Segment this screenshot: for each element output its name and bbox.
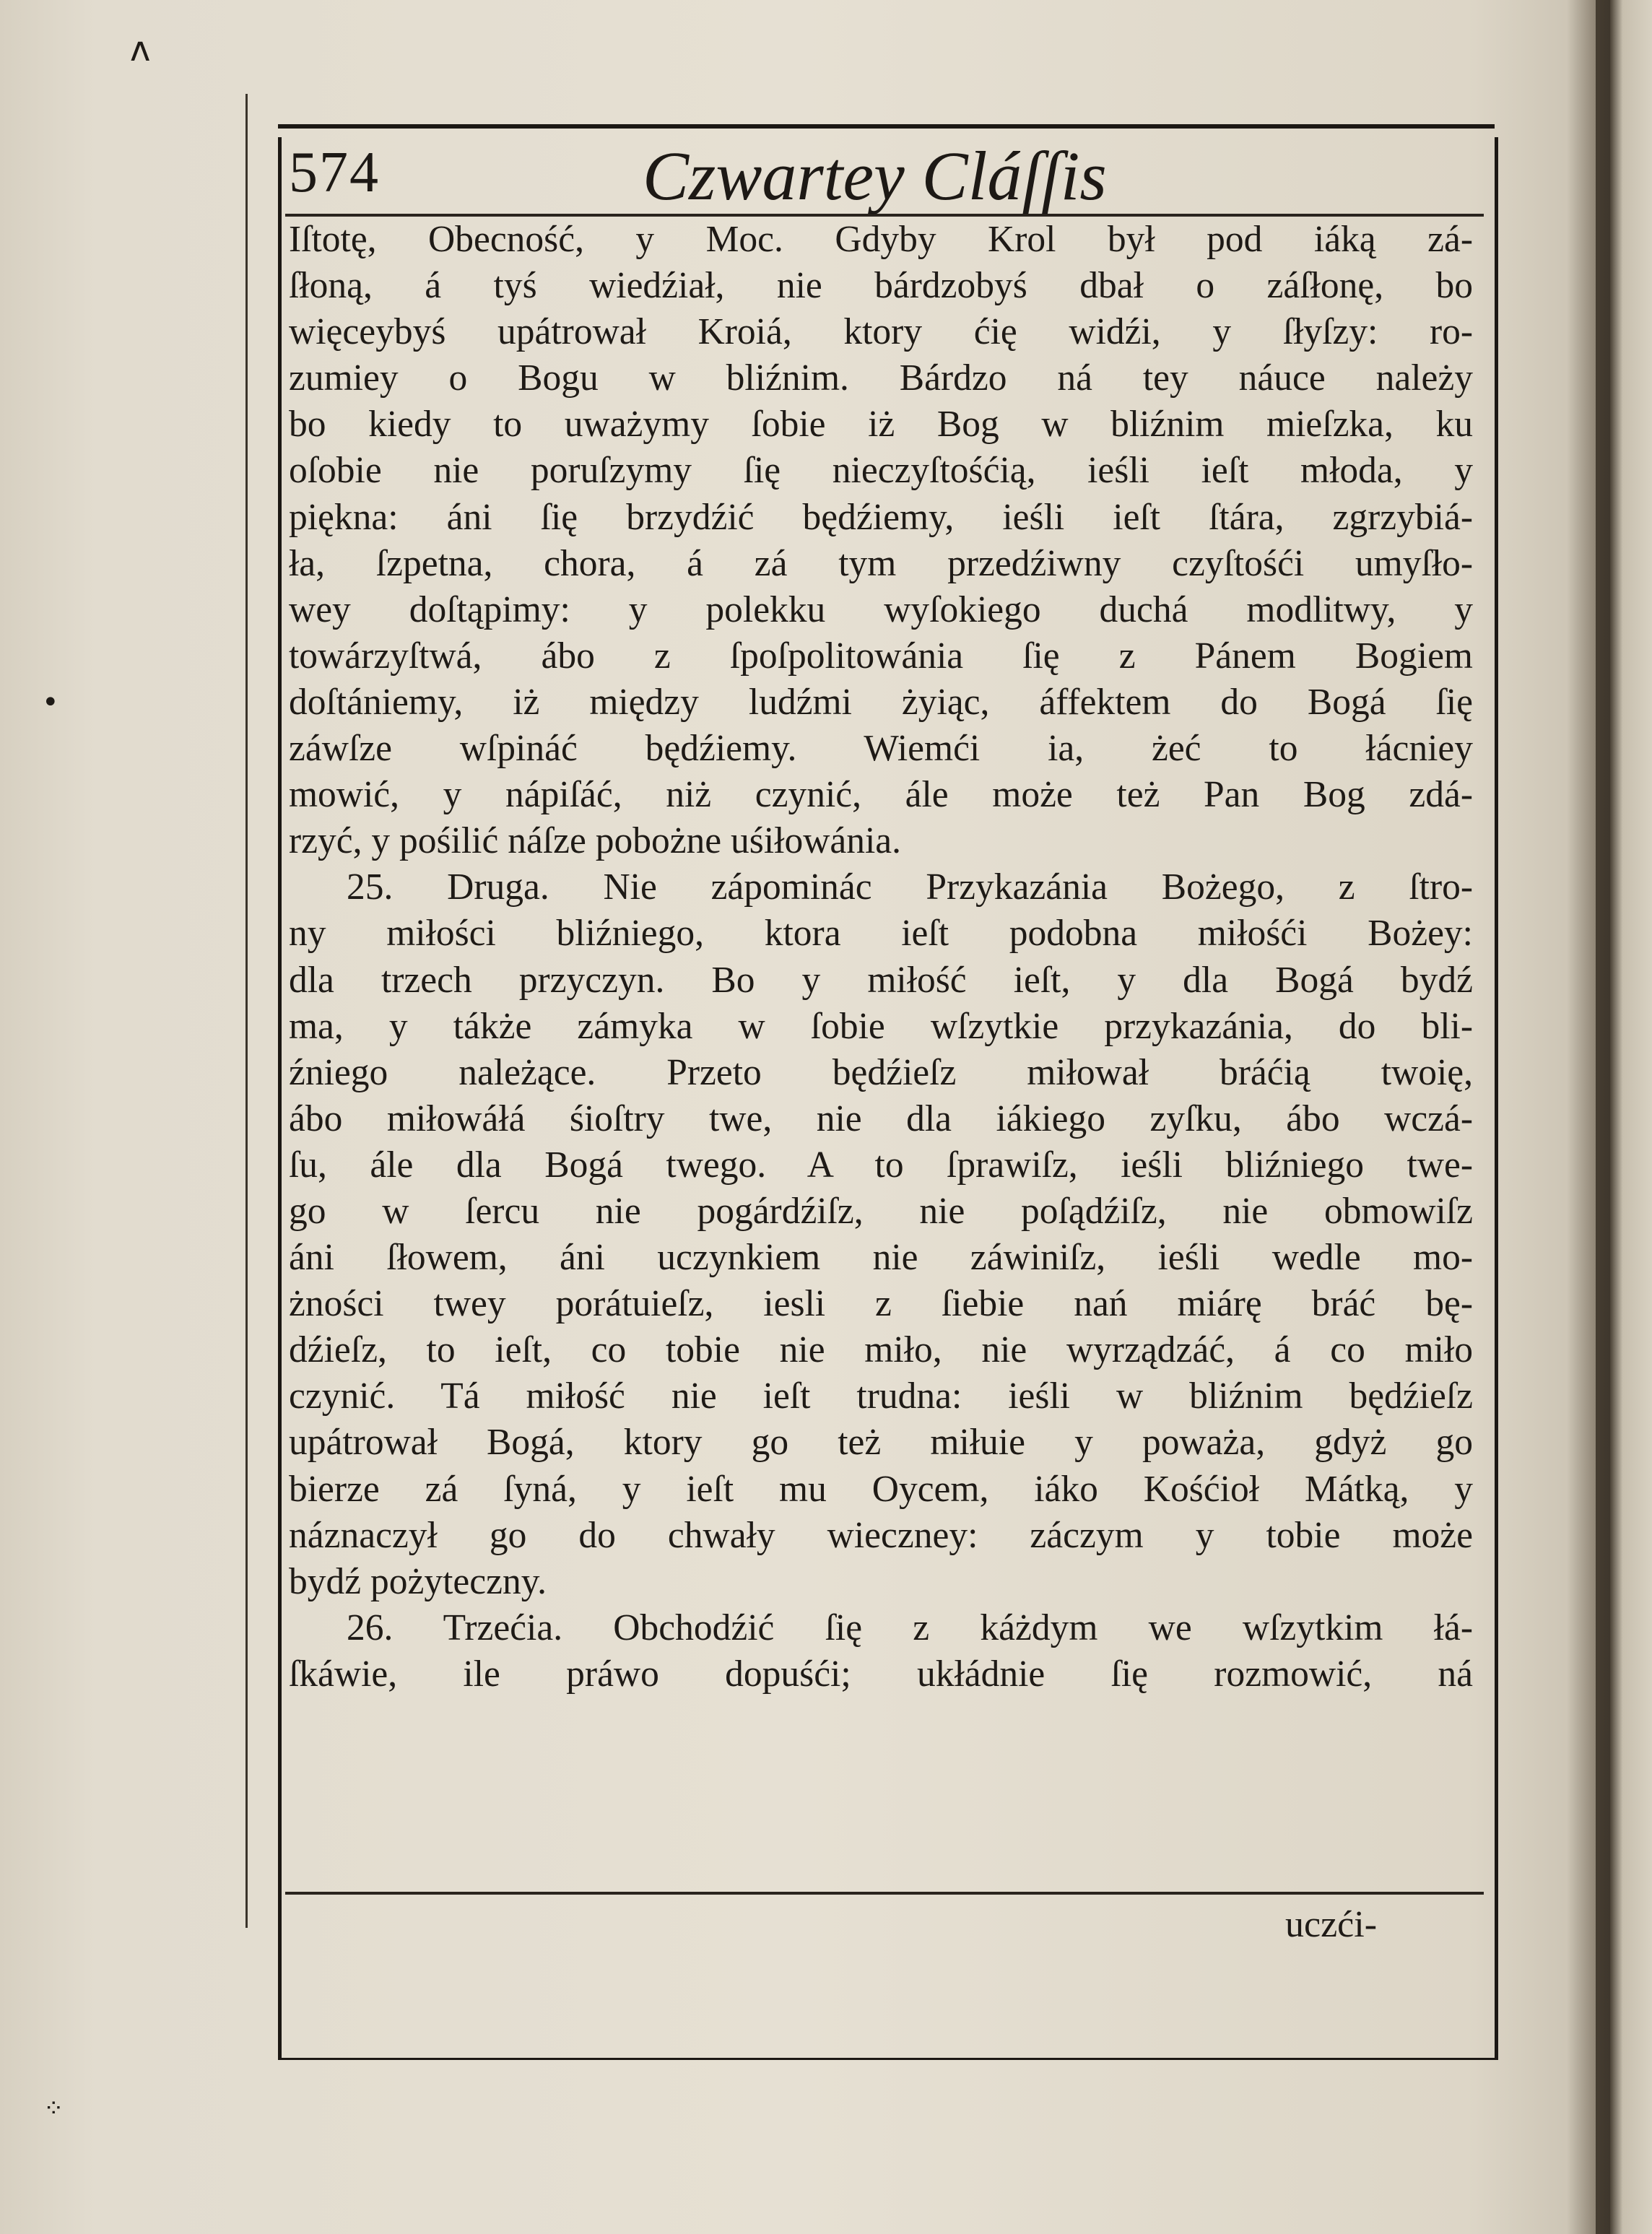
text-line: dźieſz, to ieſt, co tobie nie miło, nie wyrządzáć, á co miło [289,1329,1473,1371]
text-line: ſkáwie, ile práwo dopuśći; ukłádnie ſię rozmowić, ná [289,1653,1473,1695]
ink-mark-top-left: ʌ [130,29,151,69]
text-line: náznaczył go do chwały wieczney: záczym y tobie może [289,1514,1473,1556]
paragraph-26-start: 26. Trzećia. Obchodźić ſię z káżdym we wſzytkim łá- [347,1607,1473,1648]
text-line: ła, ſzpetna, chora, á zá tym przedźiwny czyſtośći umyſło- [289,542,1473,584]
text-line: bydź pożyteczny. [289,1560,547,1602]
text-line: zumiey o Bogu w bliźnim. Bárdzo ná tey náuce należy [289,357,1473,399]
running-title: Czwartey Cláſſis [643,137,1107,214]
margin-line [245,94,248,1928]
paragraph-25-start: 25. Druga. Nie zápominác Przykazánia Bożego, z ſtro- [347,866,1473,908]
text-line: ábo miłowáłá śioſtry twe, nie dla iákiego zyſku, ábo wczá- [289,1098,1473,1139]
text-line: rzyć, y pośilić náſze pobożne uśiłowánia. [289,820,902,862]
text-line: wey doſtąpimy: y polekku wyſokiego duchá modlitwy, y [289,588,1473,630]
text-line: oſobie nie poruſzymy ſię nieczyſtośćią, ieśli ieſt młoda, y [289,450,1473,492]
text-line: towárzyſtwá, ábo z ſpoſpolitowánia ſię z Pánem Bogiem [289,635,1473,677]
text-line: więceybyś upátrował Kroiá, ktory ćię widźi, y ſłyſzy: ro- [289,311,1473,353]
text-line: go w ſercu nie pogárdźiſz, nie poſądźiſz, nie obmowiſz [289,1190,1473,1232]
text-line: doſtániemy, iż między ludźmi żyiąc, áffektem do Bogá ſię [289,681,1473,723]
top-rule [278,124,1495,129]
text-line: żności twey porátuieſz, iesli z ſiebie nań miárę bráć bę- [289,1283,1473,1325]
text-line: dla trzech przyczyn. Bo y miłość ieſt, y dla Bogá bydź [289,959,1473,1001]
text-line: upátrował Bogá, ktory go też miłuie y poważa, gdyż go [289,1422,1473,1464]
catchword: uczći- [1285,1904,1378,1945]
text-line: áni ſłowem, áni uczynkiem nie záwiniſz, ieśli wedle mo- [289,1237,1473,1279]
running-header [289,136,1473,214]
text-line: piękna: áni ſię brzydźić będźiemy, ieśli ieſt ſtára, zgrzybiá- [289,496,1473,538]
body-text [289,217,1473,1885]
text-line: ſłoną, á tyś wiedźiał, nie bárdzobyś dbał o záſłonę, bo [289,265,1473,307]
text-line: źniego należące. Przeto będźieſz miłował bráćią twoię, [289,1051,1473,1093]
text-line: bierze zá ſyná, y ieſt mu Oycem, iáko Kośćioł Mátką, y [289,1468,1473,1510]
text-line: mowić, y nápiſáć, niż czynić, ále może też Pan Bog zdá- [289,774,1473,816]
facing-page-edge [1610,0,1652,2234]
text-line: záwſze wſpináć będźiemy. Wiemći ia, żeć to łácniey [289,728,1473,770]
text-line: ny miłości bliźniego, ktora ieſt podobna miłośći Bożey: [289,913,1473,955]
ink-dots-bottom: ⁘ [43,2094,64,2123]
text-line: Iſtotę, Obecność, y Moc. Gdyby Krol był pod iáką zá- [289,219,1473,260]
text-line: ma, y tákże zámyka w ſobie wſzytkie przykazánia, do bli- [289,1005,1473,1047]
footer-rule [285,1892,1484,1895]
text-line: czynić. Tá miłość nie ieſt trudna: ieśli w bliźnim będźieſz [289,1375,1473,1417]
ink-dot-margin: • [42,686,59,719]
text-line: bo kiedy to uważymy ſobie iż Bog w bliźnim mieſzka, ku [289,404,1473,446]
text-line: ſu, ále dla Bogá twego. A to ſprawiſz, ieśli bliźniego twe- [289,1144,1473,1186]
page-number: 574 [289,141,380,204]
